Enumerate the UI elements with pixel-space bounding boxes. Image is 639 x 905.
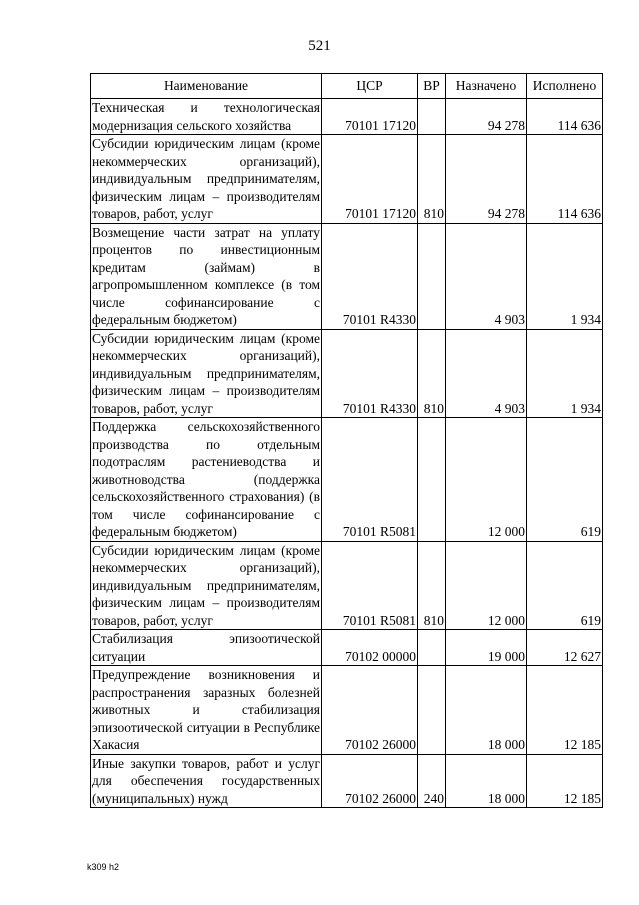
row-csr: 70101 R4330 (322, 223, 418, 329)
row-assigned: 18 000 (446, 754, 527, 808)
row-vr (418, 630, 446, 666)
row-csr: 70101 R5081 (322, 541, 418, 630)
column-header-executed: Исполнено (527, 74, 603, 99)
table-row (91, 541, 603, 630)
row-assigned: 4 903 (446, 223, 527, 329)
row-assigned: 12 000 (446, 541, 527, 630)
row-csr: 70101 R5081 (322, 418, 418, 542)
table-row (91, 754, 603, 808)
table-row (91, 329, 603, 418)
row-executed: 619 (527, 541, 603, 630)
row-name: Субсидии юридическим лицам (кроме некоммерческих организаций), индивидуальным предпринимателям, физическим лицам – производителям товаров, работ, услуг (92, 136, 320, 221)
row-csr: 70102 26000 (322, 754, 418, 808)
row-csr: 70102 00000 (322, 630, 418, 666)
footer-code: k309 h2 (87, 862, 120, 872)
row-name: Техническая и технологическая модернизация сельского хозяйства (92, 100, 320, 133)
row-vr (418, 418, 446, 542)
row-executed: 619 (527, 418, 603, 542)
row-vr (418, 99, 446, 135)
budget-table (90, 73, 603, 808)
row-name: Субсидии юридическим лицам (кроме некоммерческих организаций), индивидуальным предпринимателям, физическим лицам – производителям товаров, работ, услуг (92, 330, 320, 416)
row-vr (418, 666, 446, 755)
table-row (91, 135, 603, 224)
row-vr: 810 (418, 135, 446, 224)
row-assigned: 12 000 (446, 418, 527, 542)
row-assigned: 94 278 (446, 99, 527, 135)
row-name: Предупреждение возникновения и распространения заразных болезней животных и стабилизация эпизоотической ситуации в Республике Хакасия (92, 667, 320, 752)
table-row (91, 630, 603, 666)
row-name: Субсидии юридическим лицам (кроме некоммерческих организаций), индивидуальным предпринимателям, физическим лицам – производителям товаров, работ, услуг (92, 542, 320, 628)
row-executed: 12 185 (527, 666, 603, 755)
row-assigned: 19 000 (446, 630, 527, 666)
row-executed: 114 636 (527, 99, 603, 135)
row-vr: 240 (418, 754, 446, 808)
column-header-assigned: Назначено (446, 74, 527, 99)
table-header-row (91, 74, 603, 99)
page-number: 521 (308, 38, 331, 54)
row-csr: 70101 17120 (322, 135, 418, 224)
row-executed: 12 185 (527, 754, 603, 808)
row-name: Иные закупки товаров, работ и услуг для обеспечения государственных (муниципальных) нужд (92, 755, 320, 806)
table-row (91, 418, 603, 542)
row-executed: 114 636 (527, 135, 603, 224)
row-executed: 1 934 (527, 223, 603, 329)
row-vr (418, 223, 446, 329)
column-header-name: Наименование (91, 74, 322, 99)
row-csr: 70101 17120 (322, 99, 418, 135)
row-name: Возмещение части затрат на уплату процентов по инвестиционным кредитам (займам) в агропромышленном комплексе (в том числе софинансирование с федеральным бюджетом) (92, 224, 320, 327)
row-executed: 12 627 (527, 630, 603, 666)
row-assigned: 18 000 (446, 666, 527, 755)
column-header-vr: ВР (418, 74, 446, 99)
row-csr: 70101 R4330 (322, 329, 418, 418)
table-row (91, 99, 603, 135)
row-assigned: 94 278 (446, 135, 527, 224)
row-executed: 1 934 (527, 329, 603, 418)
column-header-csr: ЦСР (322, 74, 418, 99)
row-name: Поддержка сельскохозяйственного производства по отдельным подотраслям растениеводства и животноводства (поддержка сельскохозяйственного страхования) (в том числе софинансирование с федеральным бюджетом) (92, 419, 320, 539)
row-vr: 810 (418, 329, 446, 418)
row-vr: 810 (418, 541, 446, 630)
table-row (91, 223, 603, 329)
row-name: Стабилизация эпизоотической ситуации (92, 631, 320, 664)
row-csr: 70102 26000 (322, 666, 418, 755)
table-row (91, 666, 603, 755)
row-assigned: 4 903 (446, 329, 527, 418)
